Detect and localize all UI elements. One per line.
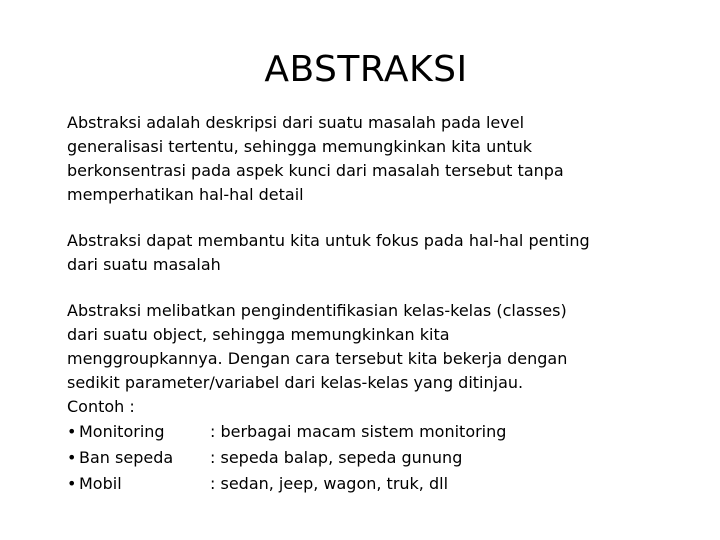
example-description: : sedan, jeep, wagon, truk, dll (210, 474, 449, 493)
paragraph-line: berkonsentrasi pada aspek kunci dari masalah tersebut tanpa (67, 161, 564, 180)
example-item (67, 471, 687, 497)
slide-title: ABSTRAKSI (264, 49, 468, 90)
paragraph-line: Abstraksi adalah deskripsi dari suatu masalah pada level (67, 113, 525, 132)
example-list (67, 419, 687, 497)
example-term: Mobil (79, 474, 122, 493)
example-description: : berbagai macam sistem monitoring (210, 422, 507, 441)
slide-body (67, 111, 687, 497)
paragraph-definition (67, 111, 687, 207)
paragraph-focus (67, 229, 687, 277)
example-term: Monitoring (79, 422, 165, 441)
example-heading: Contoh : (67, 397, 135, 416)
example-term-cell (67, 471, 210, 497)
paragraph-line: menggroupkannya. Dengan cara tersebut kita bekerja dengan (67, 349, 568, 368)
bullet-icon: • (67, 422, 77, 441)
paragraph-line: dari suatu object, sehingga memungkinkan kita (67, 325, 450, 344)
paragraph-line: Abstraksi dapat membantu kita untuk fokus pada hal-hal penting (67, 231, 590, 250)
paragraph-classes (67, 299, 687, 419)
paragraph-line: memperhatikan hal-hal detail (67, 185, 304, 204)
example-term: Ban sepeda (79, 448, 174, 467)
example-term-cell (67, 419, 210, 445)
paragraph-line: generalisasi tertentu, sehingga memungkinkan kita untuk (67, 137, 533, 156)
example-item (67, 419, 687, 445)
example-description: : sepeda balap, sepeda gunung (210, 448, 463, 467)
example-term-cell (67, 445, 210, 471)
bullet-icon: • (67, 448, 77, 467)
paragraph-line: sedikit parameter/variabel dari kelas-kelas yang ditinjau. (67, 373, 524, 392)
example-item (67, 445, 687, 471)
paragraph-line: Abstraksi melibatkan pengindentifikasian kelas-kelas (classes) (67, 301, 567, 320)
paragraph-line: dari suatu masalah (67, 255, 221, 274)
bullet-icon: • (67, 474, 77, 493)
